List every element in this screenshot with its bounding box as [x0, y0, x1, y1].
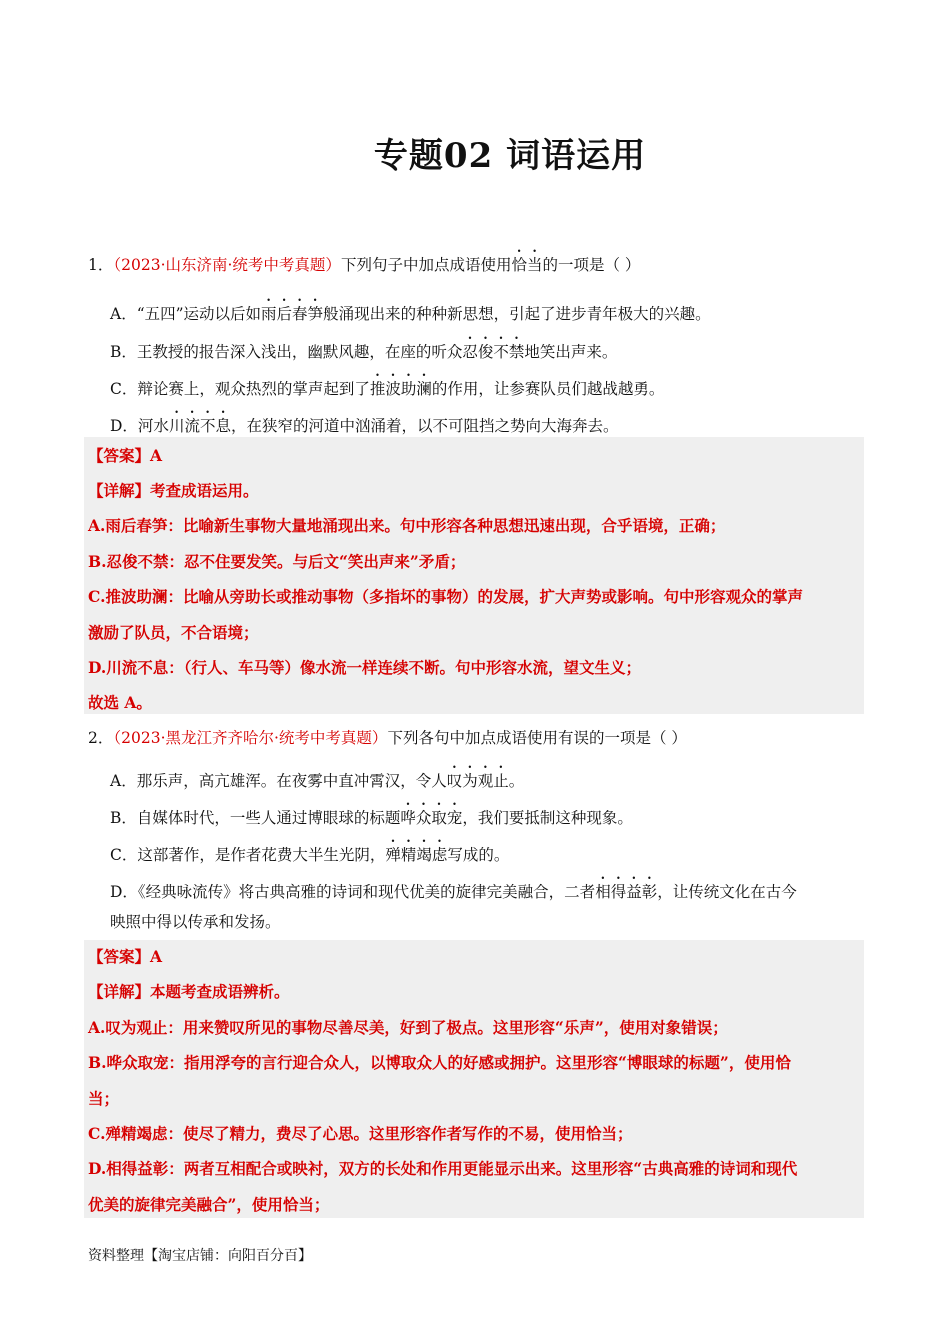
q1-explanation-line: B.忍俊不禁：忍不住要发笑。与后文“笑出声来”矛盾； — [88, 552, 466, 571]
option-text: C．这部著作，是作者花费大半生光阴， — [110, 846, 386, 864]
q2-explanation-line: D.相得益彰：两者互相配合或映衬，双方的长处和作用更能显示出来。这里形容“古典高雅的诗词和现代 — [88, 1159, 798, 1178]
q2-option-b — [110, 800, 633, 829]
emphasized-word: 恰当 — [511, 256, 543, 274]
question-source: （2023·山东济南·统考中考真题） — [113, 256, 341, 274]
option-text: C．辩论赛上，观众热烈的掌声起到了 — [110, 380, 370, 398]
q2-detail — [88, 981, 290, 1003]
option-text: D．河水 — [110, 417, 169, 435]
q2-explanation-line: 当； — [88, 1089, 120, 1108]
option-text: A．“五四”运动以后如 — [110, 305, 262, 323]
q2-explanation-line: A.叹为观止：用来赞叹所见的事物尽善尽美，好到了极点。这里形容“乐声”，使用对象错误； — [88, 1018, 728, 1037]
option-text-end: ，让传统文化在古今 — [657, 883, 797, 901]
question-source: （2023·黑龙江齐齐哈尔·统考中考真题） — [113, 729, 388, 747]
question-2-stem — [88, 727, 687, 749]
emphasized-idiom: 雨后春笋 — [261, 305, 324, 323]
stem-text-end: 的一项是（ ） — [542, 256, 641, 274]
answer-label: 【答案】 — [88, 446, 151, 465]
question-number: 1． — [88, 256, 114, 274]
emphasized-idiom: 川流不息 — [168, 417, 231, 435]
question-number: 2． — [88, 729, 114, 747]
detail-text: 本题考查成语辨析。 — [150, 982, 290, 1001]
q2-option-d — [110, 874, 797, 903]
detail-label: 【详解】 — [88, 982, 151, 1001]
answer-value: A — [150, 446, 163, 465]
q1-option-c — [110, 371, 664, 400]
q2-explanation-line: B.哗众取宠：指用浮夸的言行迎合众人，以博取众人的好感或拥护。这里形容“博眼球的标题”，使用恰 — [88, 1053, 791, 1072]
option-text: D．《经典咏流传》将古典高雅的诗词和现代优美的旋律完美融合，二者 — [110, 883, 596, 901]
option-text-end: ，我们要抵制这种现象。 — [462, 809, 633, 827]
page-footer: 资料整理【淘宝店铺：向阳百分百】 — [88, 1248, 312, 1264]
emphasized-idiom: 忍俊不禁 — [462, 343, 525, 361]
q1-option-d — [110, 408, 618, 437]
option-text-end: 地笑出声来。 — [524, 343, 618, 361]
q1-explanation-line: 故选 A。 — [88, 693, 152, 712]
q2-option-c — [110, 837, 509, 866]
option-text: A．那乐声，高亢雄浑。在夜雾中直冲霄汉，令人 — [110, 772, 447, 790]
answer-label: 【答案】 — [88, 947, 151, 966]
emphasized-idiom: 相得益彰 — [595, 883, 658, 901]
option-text-end: 写成的。 — [447, 846, 510, 864]
option-text: B．自媒体时代，一些人通过博眼球的标题 — [110, 809, 401, 827]
option-text-end: ，在狭窄的河道中汹涌着，以不可阻挡之势向大海奔去。 — [230, 417, 619, 435]
q1-explanation-line: A.雨后春笋：比喻新生事物大量地涌现出来。句中形容各种思想迅速出现，合乎语境，正确； — [88, 516, 726, 535]
stem-text: 下列各句中加点成语使用有误的一项是（ ） — [387, 729, 687, 747]
q1-option-a — [110, 296, 711, 325]
answer-value: A — [150, 947, 163, 966]
question-1-stem — [88, 247, 640, 276]
emphasized-idiom: 叹为观止 — [446, 772, 509, 790]
emphasized-idiom: 殚精竭虑 — [385, 846, 448, 864]
q2-answer — [88, 946, 162, 968]
detail-label: 【详解】 — [88, 481, 151, 500]
q1-explanation-line: 激励了队员，不合语境； — [88, 623, 259, 642]
q2-option-d-continued: 映照中得以传承和发扬。 — [110, 913, 281, 931]
q2-option-a — [110, 763, 524, 792]
emphasized-idiom: 哗众取宠 — [400, 809, 463, 827]
stem-text: 下列句子中加点成语使用 — [340, 256, 512, 274]
q1-detail — [88, 480, 259, 502]
option-text-end: 般涌现出来的种种新思想，引起了进步青年极大的兴趣。 — [323, 305, 711, 323]
option-text-end: 。 — [508, 772, 525, 790]
q2-explanation-line: C.殚精竭虑：使尽了精力，费尽了心思。这里形容作者写作的不易，使用恰当； — [88, 1124, 633, 1143]
page-title: 专题02 词语运用 — [373, 136, 647, 176]
q1-option-b — [110, 334, 617, 363]
q1-answer — [88, 445, 162, 467]
detail-text: 考查成语运用。 — [150, 481, 259, 500]
q1-explanation-line: C.推波助澜：比喻从旁助长或推动事物（多指坏的事物）的发展，扩大声势或影响。句中形容观众的掌声 — [88, 587, 803, 606]
q1-explanation-line: D.川流不息：（行人、车马等）像水流一样连续不断。句中形容水流，望文生义； — [88, 658, 642, 677]
emphasized-idiom: 推波助澜 — [369, 380, 432, 398]
q2-explanation-line: 优美的旋律完美融合”，使用恰当； — [88, 1195, 330, 1214]
option-text: B．王教授的报告深入浅出，幽默风趣，在座的听众 — [110, 343, 463, 361]
option-text-end: 的作用，让参赛队员们越战越勇。 — [431, 380, 665, 398]
